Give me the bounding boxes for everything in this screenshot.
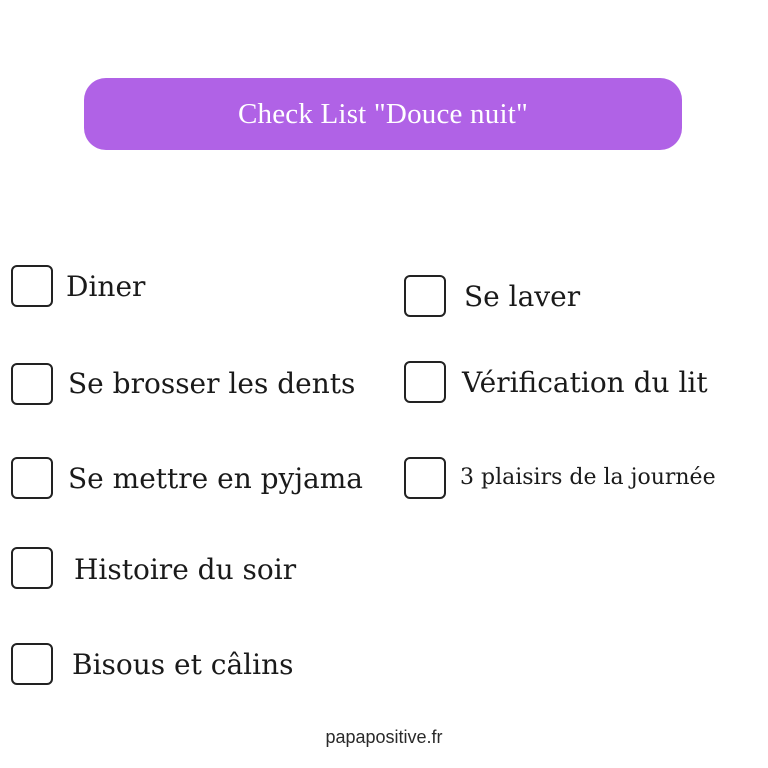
- checkbox-se-brosser-les-dents[interactable]: [11, 363, 53, 405]
- checklist-item-label: Vérification du lit: [462, 366, 708, 399]
- checkbox-se-laver[interactable]: [404, 275, 446, 317]
- checkbox-3-plaisirs-de-la-journee[interactable]: [404, 457, 446, 499]
- checklist-item-label: Se brosser les dents: [68, 367, 356, 400]
- checklist-item-label: Bisous et câlins: [72, 648, 294, 681]
- checklist-item-label: Se laver: [464, 280, 581, 313]
- checklist-item-label: Se mettre en pyjama: [68, 462, 363, 495]
- checkbox-se-mettre-en-pyjama[interactable]: [11, 457, 53, 499]
- title-banner: [84, 78, 682, 150]
- checklist-item-label: 3 plaisirs de la journée: [460, 465, 716, 490]
- checklist-item-label: Diner: [66, 270, 146, 303]
- checkbox-bisous-et-calins[interactable]: [11, 643, 53, 685]
- footer-site: papapositive.fr: [325, 727, 443, 747]
- checkbox-verification-du-lit[interactable]: [404, 361, 446, 403]
- checkbox-histoire-du-soir[interactable]: [11, 547, 53, 589]
- checklist-item-label: Histoire du soir: [74, 553, 297, 586]
- checkbox-diner[interactable]: [11, 265, 53, 307]
- page-title: Check List "Douce nuit": [237, 97, 529, 130]
